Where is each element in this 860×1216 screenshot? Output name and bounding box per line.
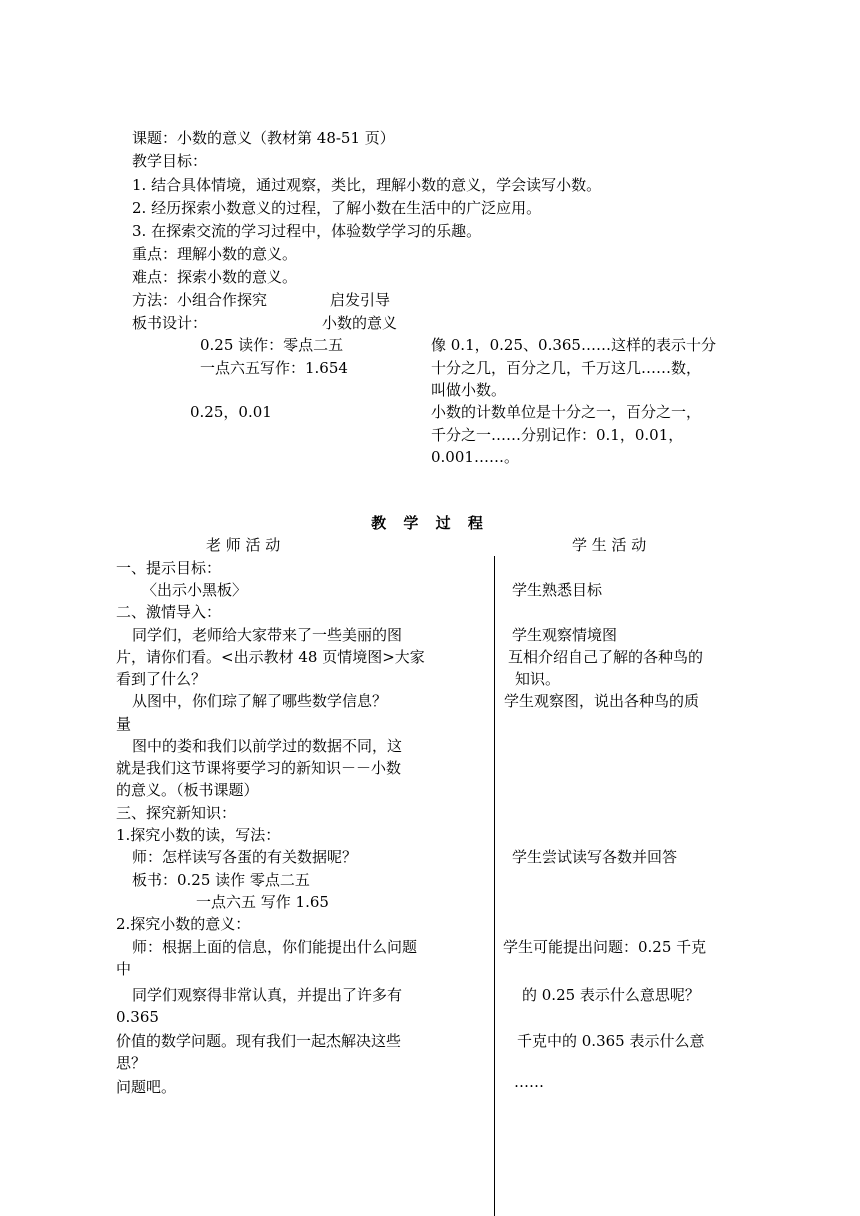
teacher-line: 一、提示目标： [116, 559, 222, 577]
goal-2: 2. 经历探索小数意义的过程，了解小数在生活中的广泛应用。 [132, 199, 542, 217]
board-right-line-1: 像 0.1，0.25、0.365……这样的表示十分 [431, 336, 716, 354]
student-line: 学生熟悉目标 [512, 581, 603, 599]
student-line: 学生可能提出问题：0.25 千克 [503, 938, 707, 956]
goal-3: 3. 在探索交流的学习过程中，体验数学学习的乐趣。 [132, 222, 482, 240]
student-line: 的 0.25 表示什么意思呢？ [522, 986, 700, 1004]
student-line: 知识。 [515, 670, 561, 688]
board-label: 板书设计： [132, 314, 208, 332]
student-line: 互相介绍自己了解的各种鸟的 [508, 648, 704, 666]
teacher-line: 0.365 [116, 1008, 159, 1026]
teacher-line: 1.探究小数的读，写法： [116, 826, 281, 844]
process-title: 教 学 过 程 [371, 514, 489, 532]
goals-label: 教学目标： [132, 152, 208, 170]
teacher-column-header: 老 师 活 动 [206, 536, 281, 554]
board-left-line-1: 0.25 读作：零点二五 [200, 336, 344, 354]
teacher-line: 一点六五 写作 1.65 [196, 893, 329, 911]
column-divider [494, 556, 495, 1216]
board-right-line-6: 0.001……。 [431, 448, 519, 466]
board-title: 小数的意义 [322, 314, 398, 332]
teacher-line: 从图中，你们琮了解了哪些数学信息？ [132, 692, 388, 710]
lesson-topic: 课题：小数的意义（教材第 48-51 页） [132, 129, 395, 147]
student-line: 千克中的 0.365 表示什么意 [517, 1032, 705, 1050]
teacher-line: 中 [116, 960, 132, 978]
teacher-line: 师：根据上面的信息，你们能提出什么问题 [132, 938, 418, 956]
method-label: 方法：小组合作探究 [132, 291, 268, 309]
teacher-line: 片，请你们看。<出示教材 48 页情境图>大家 [116, 648, 425, 666]
teacher-line: 的意义。（板书课题） [116, 781, 259, 799]
teacher-line: 量 [116, 715, 132, 733]
goal-1: 1. 结合具体情境，通过观察，类比，理解小数的意义，学会读写小数。 [132, 176, 602, 194]
student-line: 学生观察情境图 [512, 626, 618, 644]
student-line: 学生观察图，说出各种鸟的质 [504, 692, 700, 710]
student-column-header: 学 生 活 动 [572, 536, 647, 554]
teacher-line: 板书：0.25 读作 零点二五 [132, 871, 310, 889]
teacher-line: 就是我们这节课将要学习的新知识－－小数 [116, 759, 402, 777]
teacher-line: 图中的娄和我们以前学过的数据不同，这 [132, 737, 403, 755]
teacher-line: 价值的数学问题。现有我们一起杰解决这些 [116, 1032, 402, 1050]
method-extra: 启发引导 [330, 291, 391, 309]
teacher-line: 2.探究小数的意义： [116, 915, 251, 933]
student-line: …… [514, 1073, 544, 1091]
teacher-line: 三、探究新知识： [116, 804, 237, 822]
student-line: 学生尝试读写各数并回答 [512, 848, 678, 866]
board-left-line-2: 一点六五写作：1.654 [200, 359, 348, 377]
board-left-line-3: 0.25，0.01 [190, 403, 272, 421]
teacher-line: 同学们，老师给大家带来了一些美丽的图 [132, 626, 403, 644]
board-right-line-5: 千分之一……分别记作：0.1，0.01， [431, 426, 684, 444]
board-right-line-4: 小数的计数单位是十分之一，百分之一， [431, 403, 702, 421]
board-right-line-2: 十分之几，百分之几，千万这几……数， [431, 359, 702, 377]
difficulty: 难点：探索小数的意义。 [132, 268, 298, 286]
teacher-line: 思？ [116, 1054, 147, 1072]
board-right-line-3: 叫做小数。 [431, 381, 507, 399]
teacher-line: 看到了什么？ [116, 670, 207, 688]
teacher-line: 师：怎样读写各蛋的有关数据呢？ [132, 848, 358, 866]
key-point: 重点：理解小数的意义。 [132, 245, 298, 263]
teacher-line: 二、激情导入： [116, 603, 222, 621]
teacher-line: 同学们观察得非常认真，并提出了许多有 [132, 986, 403, 1004]
teacher-line: 〈出示小黑板〉 [142, 581, 248, 599]
teacher-line: 问题吧。 [116, 1078, 177, 1096]
